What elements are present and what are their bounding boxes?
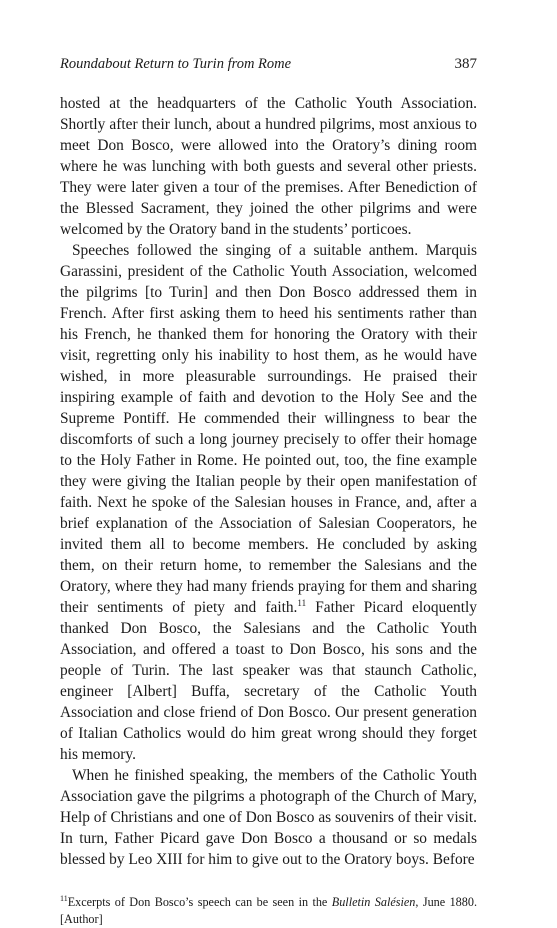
paragraph-2: [60, 240, 477, 765]
paragraph-3: When he finished speaking, the members of the Catholic Youth Association gave the pilgrims a photograph of the Church of Mary, Help of Christians and one of Don Bosco as souvenirs of their visit. In turn, Father Picard gave Don Bosco a thousand or so medals blessed by Leo XIII for him to give out to the Oratory boys. Before: [60, 767, 477, 868]
paragraph-2-text-a: Speeches followed the singing of a suitable anthem. Marquis Garassini, president of the Catholic Youth Association, welcomed the pilgrims [to Turin] and then Don Bosco addressed them in French. After first asking them to heed his sentiments rather than his French, he thanked them for honoring the Oratory with their visit, regretting only his inability to host them, as he would have wished, in more pleasurable surroundings. He praised their inspiring example of faith and devotion to the Holy See and the Supreme Pontiff. He commended their willingness to bear the discomforts of such a long journey precisely to offer their homage to the Holy Father in Rome. He pointed out, too, the fine example they were giving the Italian people by their open manifestation of faith. Next he spoke of the Salesian houses in France, and, after a brief explanation of the Association of Salesian Cooperators, he invited them all to become members. He concluded by asking them, on their return home, to remember the Salesians and the Oratory, where they had many friends praying for them and sharing their sentiments of piety and faith.: [60, 242, 477, 616]
footnote-text-b: , June 1880. [Author]: [60, 895, 477, 926]
footnote: [60, 894, 477, 928]
footnote-marker: 11: [60, 893, 68, 903]
paragraph-1: hosted at the headquarters of the Catholic Youth Association. Shortly after their lunch, about a hundred pilgrims, most anxious to meet Don Bosco, were allowed into the Oratory’s dining room where he was lunching with both guests and several other priests. They were later given a tour of the premises. After Benediction of the Blessed Sacrament, they joined the other pilgrims and were welcomed by the Oratory band in the students’ porticoes.: [60, 95, 477, 238]
page-number: 387: [454, 56, 477, 72]
book-page: [60, 56, 477, 928]
footnote-reference: 11: [297, 597, 307, 608]
body-text: [60, 93, 477, 870]
paragraph-2-text-b: Father Picard eloquently thanked Don Bosco, the Salesians and the Catholic Youth Association, and offered a toast to Don Bosco, his sons and the people of Turin. The last speaker was that staunch Catholic, engineer [Albert] Buffa, secretary of the Catholic Youth Association and close friend of Don Bosco. Our present generation of Italian Catholics would do him great wrong should they forget his memory.: [60, 599, 478, 763]
running-title: Roundabout Return to Turin from Rome: [60, 56, 292, 72]
footnote-publication: Bulletin Salésien: [331, 895, 416, 909]
page-header: [60, 56, 477, 73]
footnote-text-a: Excerpts of Don Bosco’s speech can be seen in the: [67, 895, 332, 909]
